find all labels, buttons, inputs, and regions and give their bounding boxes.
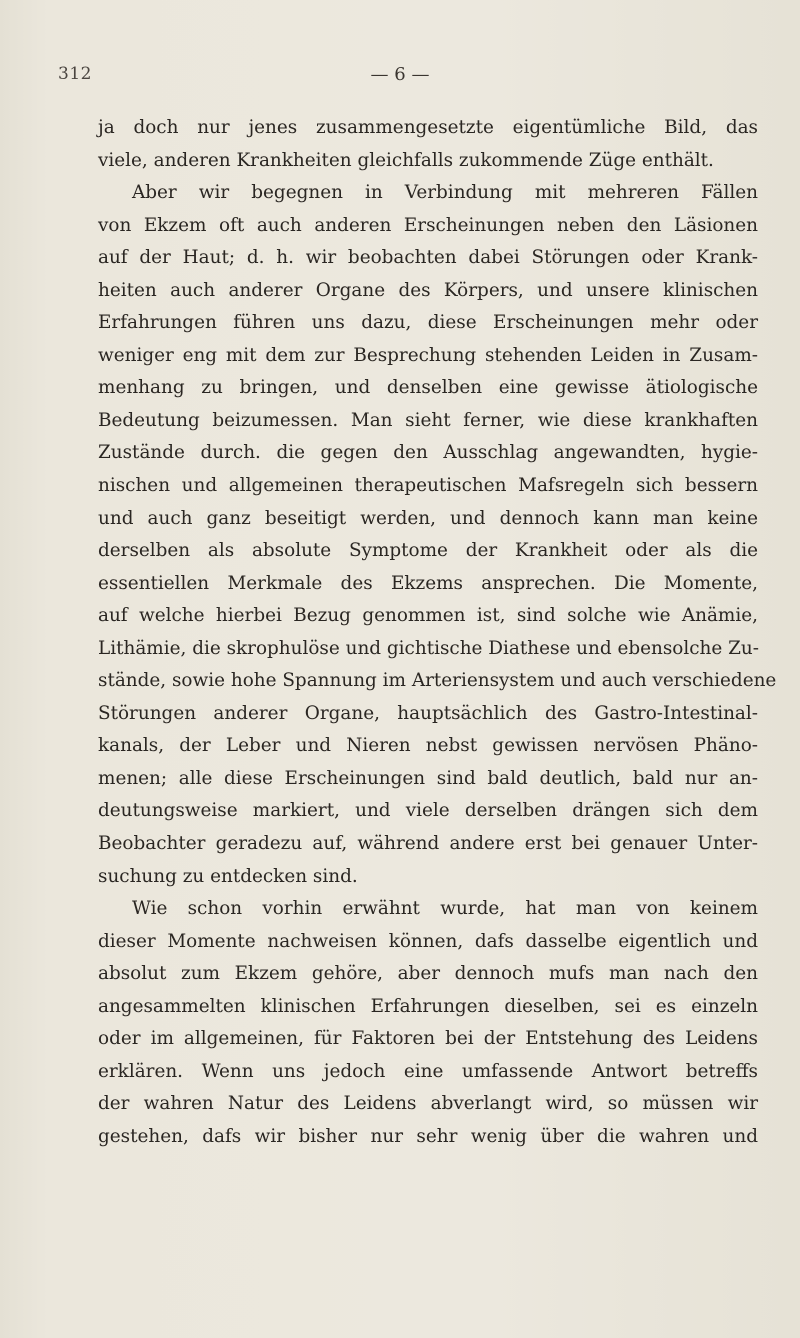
text-line: auf welche hierbei Bezug genommen ist, sind solche wie Anämie, (98, 605, 758, 627)
text-line: und auch ganz beseitigt werden, und dennoch kann man keine (98, 507, 758, 529)
folio-number: 312 (58, 64, 92, 84)
text-line: Bedeutung beizumessen. Man sieht ferner, wie diese krankhaften (98, 409, 758, 431)
text-line: heiten auch anderer Organe des Körpers, und unsere klinischen (98, 279, 758, 301)
text-line: von Ekzem oft auch anderen Erscheinungen neben den Läsionen (98, 214, 758, 236)
text-line: derselben als absolute Symptome der Krankheit oder als die (98, 540, 758, 562)
text-line: menen; alle diese Erscheinungen sind bald deutlich, bald nur an- (98, 767, 758, 789)
text-line: oder im allgemeinen, für Faktoren bei der Entstehung des Leidens (98, 1028, 758, 1050)
text-line: Wie schon vorhin erwähnt wurde, hat man von keinem (132, 898, 758, 920)
text-line: Erfahrungen führen uns dazu, diese Erscheinungen mehr oder (98, 312, 758, 334)
text-line: Beobachter geradezu auf, während andere erst bei genauer Unter- (98, 833, 758, 855)
text-line: Aber wir begegnen in Verbindung mit mehreren Fällen (132, 182, 758, 204)
text-line: Zustände durch. die gegen den Ausschlag angewandten, hygie- (98, 442, 758, 464)
text-line: menhang zu bringen, und denselben eine gewisse ätiologische (98, 377, 758, 399)
text-line: der wahren Natur des Leidens abverlangt wird, so müssen wir (98, 1093, 758, 1115)
text-line: Lithämie, die skrophulöse und gichtische Diathese und ebensolche Zu- (98, 637, 759, 659)
text-line: ja doch nur jenes zusammengesetzte eigentümliche Bild, das (98, 117, 758, 138)
body-text (98, 112, 777, 1154)
text-line: auf der Haut; d. h. wir beobachten dabei Störungen oder Krank- (98, 247, 758, 269)
text-line: erklären. Wenn uns jedoch eine umfassende Antwort betreffs (98, 1060, 758, 1082)
text-line: deutungsweise markiert, und viele derselben drängen sich dem (98, 800, 758, 822)
text-line: nischen und allgemeinen therapeutischen Mafsregeln sich bessern (98, 475, 758, 497)
text-line: Störungen anderer Organe, hauptsächlich des Gastro-Intestinal- (98, 702, 758, 724)
text-line: viele, anderen Krankheiten gleichfalls zukommende Züge enthält. (98, 149, 714, 171)
text-line: weniger eng mit dem zur Besprechung stehenden Leiden in Zusam- (98, 344, 758, 366)
text-line: stände, sowie hohe Spannung im Arteriensystem und auch verschiedene (98, 670, 777, 692)
text-line: suchung zu entdecken sind. (98, 865, 358, 887)
page-header (0, 64, 800, 88)
text-line: dieser Momente nachweisen können, dafs dasselbe eigentlich und (98, 930, 758, 952)
page-number: — 6 — (370, 64, 430, 85)
text-line: gestehen, dafs wir bisher nur sehr wenig über die wahren und (98, 1125, 758, 1147)
text-line: kanals, der Leber und Nieren nebst gewissen nervösen Phäno- (98, 735, 758, 757)
text-line: angesammelten klinischen Erfahrungen dieselben, sei es einzeln (98, 995, 758, 1017)
text-line: absolut zum Ekzem gehöre, aber dennoch mufs man nach den (98, 963, 758, 985)
text-line: essentiellen Merkmale des Ekzems ansprechen. Die Momente, (98, 572, 758, 594)
